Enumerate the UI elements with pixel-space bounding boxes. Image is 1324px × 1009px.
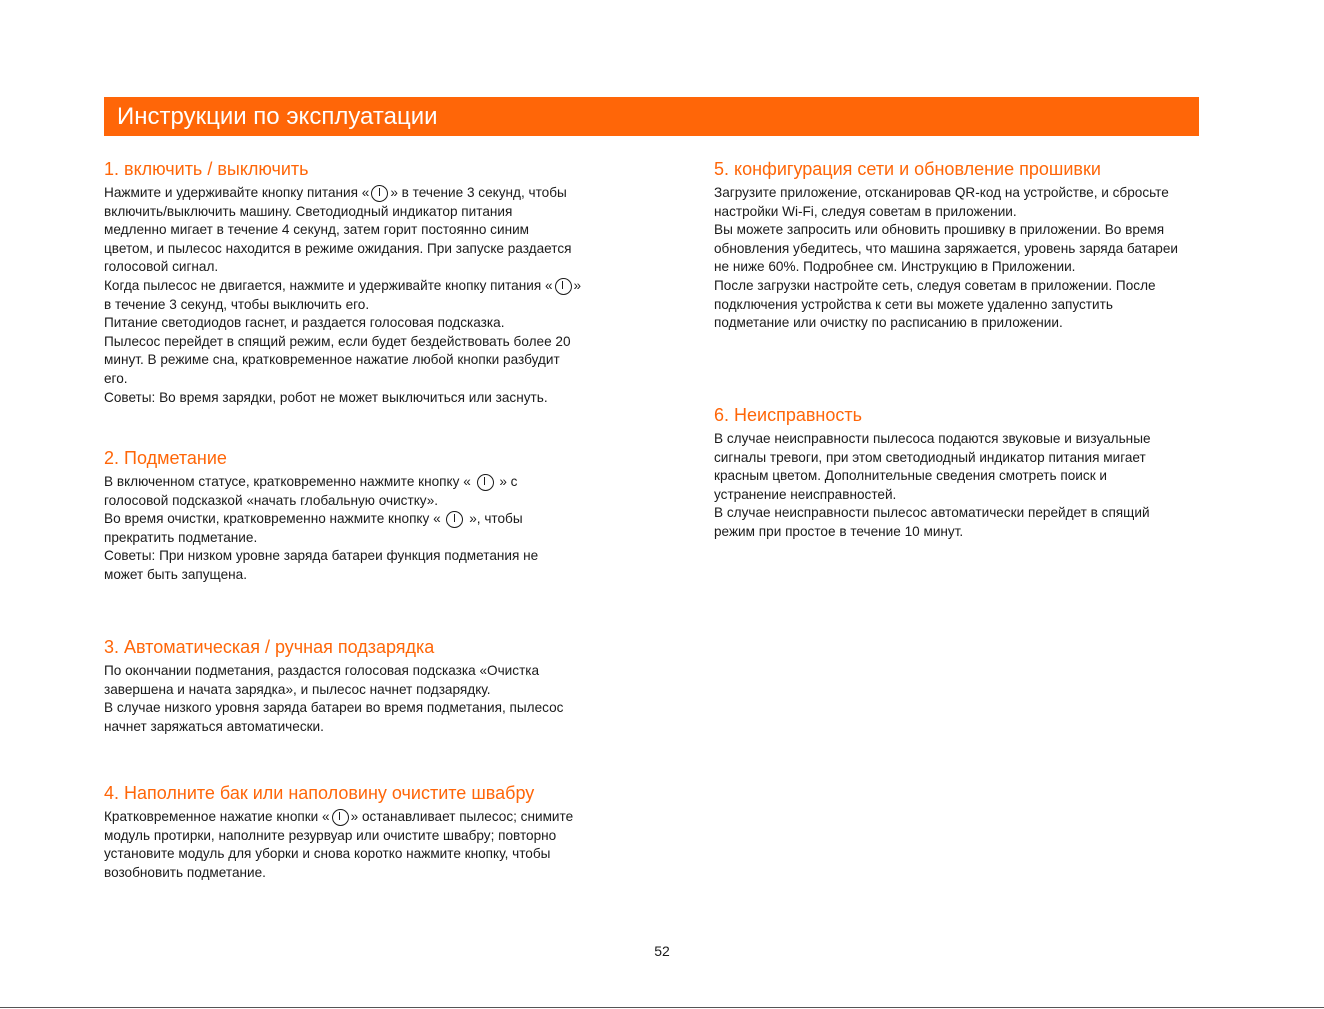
section-title: 6. Неисправность: [714, 405, 862, 425]
text-run: Загрузите приложение, отсканировав QR-код на устройстве, и сбросьте: [714, 185, 1169, 200]
body-line: [714, 277, 1178, 296]
text-run: Когда пылесос не двигается, нажмите и удерживайте кнопку питания «: [104, 277, 553, 293]
text-run: » с: [495, 474, 518, 489]
body-line: [104, 184, 581, 203]
body-line: [104, 681, 563, 700]
body-line: [714, 430, 1151, 449]
body-line: [714, 221, 1178, 240]
body-line: [104, 699, 563, 718]
text-run: устранение неисправностей.: [714, 486, 897, 502]
text-run: включить/выключить машину. Светодиодный индикатор питания: [104, 203, 513, 219]
body-line: [104, 221, 581, 240]
text-run: В случае низкого уровня заряда батареи во время подметания, пылесос: [104, 700, 564, 716]
text-run: »: [573, 277, 582, 293]
power-icon: [555, 278, 572, 295]
body-line: [104, 864, 573, 883]
text-run: красным цветом. Дополнительные сведения смотреть поиск и: [714, 468, 1108, 484]
body-line: [714, 184, 1178, 203]
body-line: [104, 662, 563, 681]
text-run: Вы можете запросить или обновить прошивку в приложении. Во время: [714, 222, 1165, 238]
section-sweeping: [104, 447, 538, 585]
section-recharging: [104, 636, 563, 736]
section-malfunction: [714, 404, 1151, 542]
text-run: в течение 3 секунд, чтобы выключить его.: [104, 296, 370, 312]
section-water-tank-mop: [104, 782, 573, 882]
body-line: [104, 473, 538, 492]
section-title: 4. Наполните бак или наполовину очистите швабру: [104, 783, 535, 803]
title-banner: [104, 97, 1199, 136]
body-line: [104, 258, 581, 277]
text-run: его.: [104, 370, 128, 386]
page-title: Инструкции по эксплуатации: [117, 103, 438, 130]
section-power-on-off: [104, 158, 581, 407]
text-run: установите модуль для уборки и снова коротко нажмите кнопку, чтобы: [104, 846, 551, 862]
text-run: Пылесос перейдет в спящий режим, если будет бездействовать более 20: [104, 333, 571, 349]
body-line: [104, 203, 581, 222]
body-line: [714, 296, 1178, 315]
text-run: » останавливает пылесос; снимите: [350, 809, 574, 824]
body-line: [104, 718, 563, 737]
text-run: Кратковременное нажатие кнопки «: [104, 809, 330, 824]
body-line: [104, 370, 581, 389]
body-line: [714, 449, 1151, 468]
section-title: 2. Подметание: [104, 448, 227, 468]
body-line: [104, 240, 581, 259]
body-line: [104, 314, 581, 333]
body-line: [104, 529, 538, 548]
body-line: [104, 547, 538, 566]
body-line: [714, 467, 1151, 486]
bottom-rule: [0, 1007, 1324, 1008]
text-run: возобновить подметание.: [104, 864, 266, 880]
text-run: подметание или очистку по расписанию в приложении.: [714, 315, 1063, 331]
text-run: голосовой подсказкой «начать глобальную очистку».: [104, 492, 439, 508]
body-line: [104, 566, 538, 585]
power-icon: [332, 809, 349, 826]
section-title: 3. Автоматическая / ручная подзарядка: [104, 637, 435, 657]
text-run: минут. В режиме сна, кратковременное нажатие любой кнопки разбудит: [104, 352, 560, 368]
text-run: начнет заряжаться автоматически.: [104, 718, 324, 734]
body-line: [104, 492, 538, 511]
text-run: Нажмите и удерживайте кнопку питания «: [104, 185, 370, 200]
text-run: » в течение 3 секунд, чтобы: [390, 185, 567, 200]
text-run: По окончании подметания, раздастся голосовая подсказка «Очистка: [104, 663, 540, 678]
body-line: [714, 314, 1178, 333]
text-run: В случае неисправности пылесоса подаются звуковые и визуальные: [714, 431, 1151, 446]
text-run: цветом, и пылесос находится в режиме ожидания. При запуске раздается: [104, 240, 572, 256]
body-line: [104, 845, 573, 864]
body-line: [714, 504, 1151, 523]
body-line: [104, 510, 538, 529]
body-line: [104, 333, 581, 352]
body-line: [714, 258, 1178, 277]
body-line: [104, 277, 581, 296]
text-run: завершена и начата зарядка», и пылесос начнет подзарядку.: [104, 681, 491, 697]
text-run: подключения устройства к сети вы можете удаленно запустить: [714, 296, 1113, 312]
body-line: [104, 351, 581, 370]
power-icon: [477, 474, 494, 491]
text-run: сигналы тревоги, при этом светодиодный индикатор питания мигает: [714, 449, 1146, 465]
text-run: голосовой сигнал.: [104, 259, 219, 275]
text-run: Советы: При низком уровне заряда батареи функция подметания не: [104, 548, 539, 564]
body-line: [714, 203, 1178, 222]
text-run: Питание светодиодов гаснет, и раздается голосовая подсказка.: [104, 315, 505, 331]
text-run: », чтобы: [465, 511, 523, 527]
text-run: может быть запущена.: [104, 566, 247, 582]
power-icon: [446, 511, 463, 528]
text-run: Во время очистки, кратковременно нажмите кнопку «: [104, 511, 445, 527]
power-icon: [371, 185, 388, 202]
body-line: [104, 389, 581, 408]
body-line: [104, 827, 573, 846]
text-run: модуль протирки, наполните резурвуар или очистите швабру; повторно: [104, 827, 557, 843]
text-run: После загрузки настройте сеть, следуя советам в приложении. После: [714, 277, 1156, 293]
text-run: режим при простое в течение 10 минут.: [714, 523, 964, 539]
page-number: 52: [654, 943, 670, 959]
body-line: [714, 486, 1151, 505]
text-run: настройки Wi-Fi, следуя советам в приложении.: [714, 203, 1017, 219]
body-line: [714, 523, 1151, 542]
text-run: В включенном статусе, кратковременно нажмите кнопку «: [104, 474, 475, 489]
section-network-firmware: [714, 158, 1178, 333]
text-run: В случае неисправности пылесос автоматически перейдет в спящий: [714, 505, 1150, 521]
text-run: обновления убедитесь, что машина заряжается, уровень заряда батареи: [714, 240, 1179, 256]
text-run: прекратить подметание.: [104, 529, 258, 545]
text-run: медленно мигает в течение 4 секунд, затем горит постоянно синим: [104, 222, 530, 238]
body-line: [104, 296, 581, 315]
body-line: [104, 808, 573, 827]
section-title: 5. конфигурация сети и обновление прошивки: [714, 159, 1101, 179]
body-line: [714, 240, 1178, 259]
section-title: 1. включить / выключить: [104, 159, 309, 179]
text-run: Советы: Во время зарядки, робот не может выключиться или заснуть.: [104, 389, 548, 405]
text-run: не ниже 60%. Подробнее см. Инструкцию в Приложении.: [714, 259, 1076, 275]
